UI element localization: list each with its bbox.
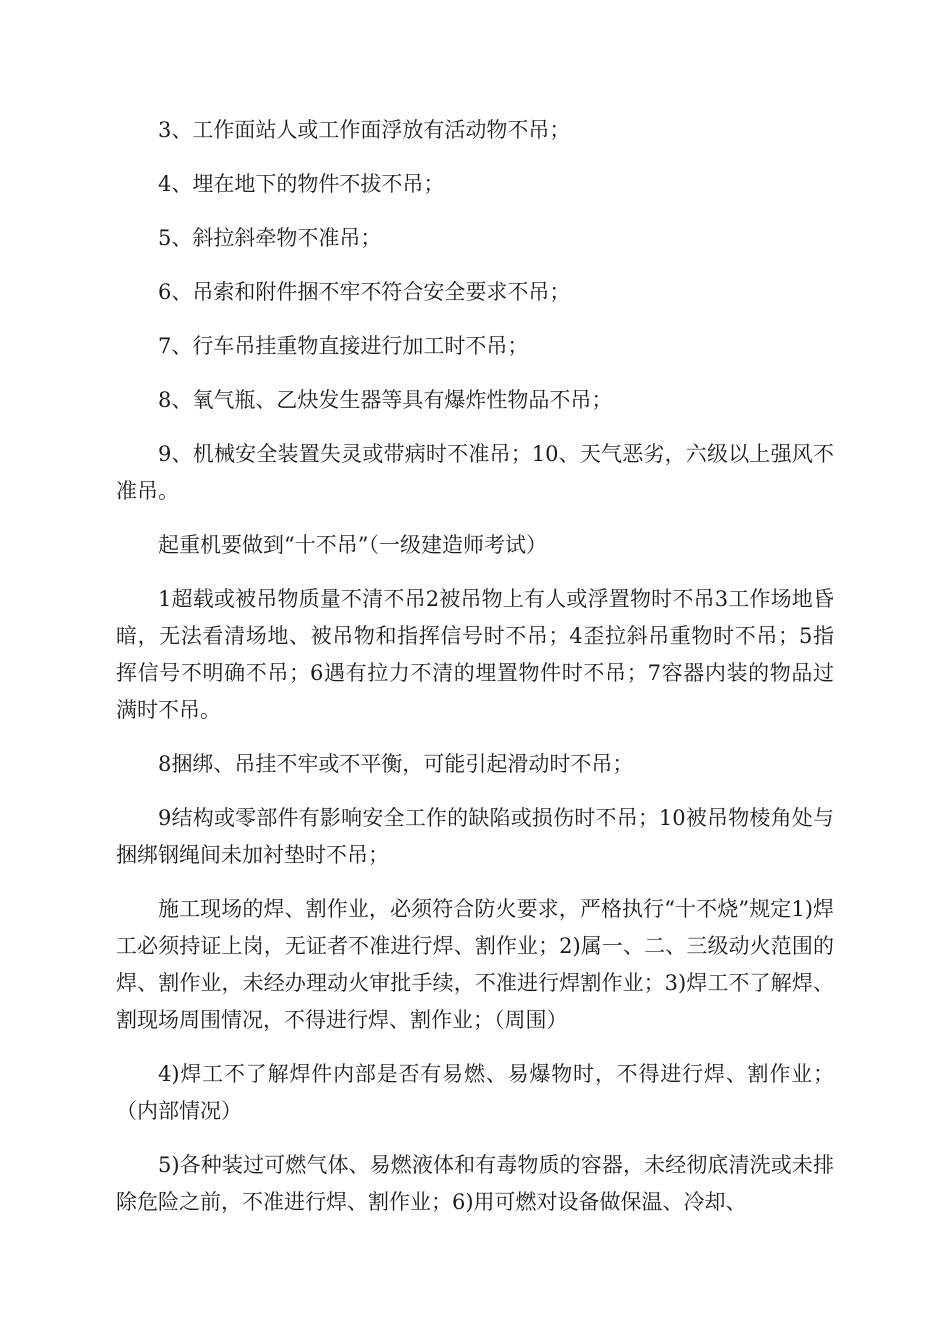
paragraph-item-9-10: 9、机械安全装置失灵或带病时不准吊；10、天气恶劣，六级以上强风不准吊。 xyxy=(116,442,834,503)
paragraph-item-7: 7、行车吊挂重物直接进行加工时不吊； xyxy=(158,334,529,358)
paragraph-ten-no-burn-intro: 施工现场的焊、割作业，必须符合防火要求，严格执行“十不烧”规定1)焊工必须持证上岗，无证者不准进行焊、割作业；2)属一、二、三级动火范围的焊、割作业，未经办理动火审批手续，不准进行焊割作业；3)焊工不了解焊、割现场周围情况，不得进行焊、割作业；（周围） xyxy=(116,897,834,1032)
paragraph-ten-no-lift-1-7: 1超载或被吊物质量不清不吊2被吊物上有人或浮置物时不吊3工作场地昏暗，无法看清场地、被吊物和指挥信号时不吊；4歪拉斜吊重物时不吊；5指挥信号不明确不吊；6遇有拉力不清的埋置物件时不吊；7容器内装的物品过满时不吊。 xyxy=(116,587,834,722)
paragraph-item-3: 3、工作面站人或工作面浮放有活动物不吊； xyxy=(158,118,571,142)
document-page xyxy=(116,112,834,1238)
paragraph-ten-no-burn-5-6: 5)各种装过可燃气体、易燃液体和有毒物质的容器，未经彻底清洗或未排除危险之前，不准进行焊、割作业；6)用可燃对设备做保温、冷却、 xyxy=(116,1153,834,1214)
paragraph-item-4: 4、埋在地下的物件不拔不吊； xyxy=(158,172,445,196)
paragraph-item-8: 8、氧气瓶、乙炔发生器等具有爆炸性物品不吊； xyxy=(158,388,613,412)
section-heading-ten-no-lift: 起重机要做到“十不吊”（一级建造师考试） xyxy=(158,533,547,557)
paragraph-ten-no-lift-8: 8捆绑、吊挂不牢或不平衡，可能引起滑动时不吊； xyxy=(158,752,634,776)
paragraph-item-6: 6、吊索和附件捆不牢不符合安全要求不吊； xyxy=(158,280,571,304)
paragraph-ten-no-lift-9-10: 9结构或零部件有影响安全工作的缺陷或损伤时不吊；10被吊物棱角处与捆绑钢绳间未加衬垫时不吊； xyxy=(116,806,834,867)
paragraph-item-5: 5、斜拉斜牵物不准吊； xyxy=(158,226,382,250)
paragraph-ten-no-burn-4: 4)焊工不了解焊件内部是否有易燃、易爆物时，不得进行焊、割作业；（内部情况） xyxy=(116,1062,834,1123)
